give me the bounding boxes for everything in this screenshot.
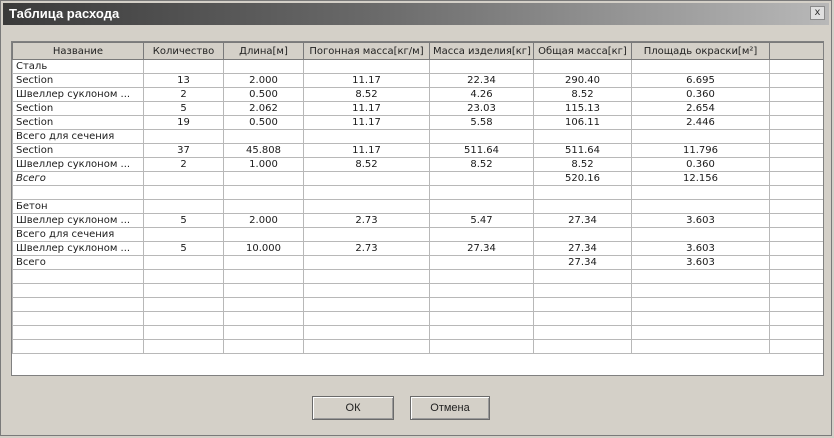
cell-item-mass xyxy=(430,256,534,270)
cell-length xyxy=(224,284,304,298)
cell-name: Швеллер суклоном ... xyxy=(13,88,144,102)
cell-name xyxy=(13,284,144,298)
cell-paint-area: 2.446 xyxy=(632,116,770,130)
cell-paint-area xyxy=(632,200,770,214)
cell-item-mass: 27.34 xyxy=(430,242,534,256)
cell-paint-area xyxy=(632,298,770,312)
cell-total-mass: 27.34 xyxy=(534,256,632,270)
cell-linear-mass xyxy=(304,186,430,200)
cell-paint-area xyxy=(632,326,770,340)
consumption-grid[interactable] xyxy=(11,41,824,376)
cell-extra xyxy=(770,270,825,284)
cell-total-mass: 27.34 xyxy=(534,214,632,228)
cell-length: 2.000 xyxy=(224,74,304,88)
cell-item-mass: 8.52 xyxy=(430,158,534,172)
cell-name: Всего для сечения xyxy=(13,130,144,144)
table-row[interactable] xyxy=(13,130,825,144)
window-title: Таблица расхода xyxy=(9,6,120,21)
table-row[interactable] xyxy=(13,116,825,130)
cell-extra xyxy=(770,340,825,354)
title-bar[interactable] xyxy=(3,3,829,25)
cell-paint-area xyxy=(632,228,770,242)
cell-item-mass: 4.26 xyxy=(430,88,534,102)
cell-linear-mass xyxy=(304,228,430,242)
cell-name xyxy=(13,312,144,326)
table-row[interactable] xyxy=(13,228,825,242)
cell-extra xyxy=(770,298,825,312)
cell-length xyxy=(224,186,304,200)
table-row[interactable] xyxy=(13,340,825,354)
column-header-paint-area[interactable]: Площадь окраски[м²] xyxy=(632,43,770,60)
table-row[interactable] xyxy=(13,200,825,214)
column-header-extra[interactable] xyxy=(770,43,825,60)
cell-linear-mass xyxy=(304,256,430,270)
cell-total-mass xyxy=(534,228,632,242)
cell-quantity: 19 xyxy=(144,116,224,130)
cell-length: 10.000 xyxy=(224,242,304,256)
cell-total-mass: 106.11 xyxy=(534,116,632,130)
cell-paint-area xyxy=(632,130,770,144)
cell-name: Швеллер суклоном ... xyxy=(13,214,144,228)
cell-extra xyxy=(770,228,825,242)
cell-length: 45.808 xyxy=(224,144,304,158)
cell-length xyxy=(224,256,304,270)
cell-name xyxy=(13,340,144,354)
cell-quantity: 2 xyxy=(144,88,224,102)
cell-paint-area xyxy=(632,284,770,298)
ok-button[interactable]: ОК xyxy=(312,396,394,420)
cell-length xyxy=(224,130,304,144)
table-row[interactable] xyxy=(13,158,825,172)
table-body xyxy=(13,60,825,354)
table-header-row xyxy=(13,43,825,60)
cell-quantity: 5 xyxy=(144,102,224,116)
cell-quantity xyxy=(144,60,224,74)
cell-linear-mass xyxy=(304,270,430,284)
column-header-linear-mass[interactable]: Погонная масса[кг/м] xyxy=(304,43,430,60)
cell-name: Всего xyxy=(13,172,144,186)
cell-extra xyxy=(770,186,825,200)
cell-paint-area: 3.603 xyxy=(632,242,770,256)
cell-extra xyxy=(770,158,825,172)
cell-linear-mass: 11.17 xyxy=(304,102,430,116)
cell-paint-area xyxy=(632,270,770,284)
cell-linear-mass: 11.17 xyxy=(304,116,430,130)
cell-paint-area xyxy=(632,186,770,200)
cell-name: Section xyxy=(13,74,144,88)
cell-paint-area: 2.654 xyxy=(632,102,770,116)
cell-paint-area: 0.360 xyxy=(632,158,770,172)
cell-name: Швеллер суклоном ... xyxy=(13,158,144,172)
cell-name: Бетон xyxy=(13,200,144,214)
table-row[interactable] xyxy=(13,298,825,312)
table-row[interactable] xyxy=(13,270,825,284)
cell-extra xyxy=(770,130,825,144)
cell-total-mass: 27.34 xyxy=(534,242,632,256)
close-icon: x xyxy=(814,7,821,18)
cell-length xyxy=(224,172,304,186)
cell-item-mass xyxy=(430,284,534,298)
cell-linear-mass xyxy=(304,312,430,326)
cell-linear-mass: 8.52 xyxy=(304,88,430,102)
cell-quantity: 2 xyxy=(144,158,224,172)
cell-item-mass xyxy=(430,60,534,74)
cell-paint-area xyxy=(632,340,770,354)
cell-quantity: 5 xyxy=(144,242,224,256)
cell-name xyxy=(13,270,144,284)
cell-total-mass xyxy=(534,130,632,144)
cell-name: Швеллер суклоном ... xyxy=(13,242,144,256)
cell-linear-mass xyxy=(304,130,430,144)
cell-linear-mass xyxy=(304,298,430,312)
table-row[interactable] xyxy=(13,256,825,270)
cell-total-mass xyxy=(534,60,632,74)
cell-quantity xyxy=(144,312,224,326)
cell-name xyxy=(13,298,144,312)
cell-extra xyxy=(770,214,825,228)
cell-name: Сталь xyxy=(13,60,144,74)
cell-item-mass: 5.47 xyxy=(430,214,534,228)
cell-length: 2.062 xyxy=(224,102,304,116)
cell-item-mass: 511.64 xyxy=(430,144,534,158)
table-row[interactable] xyxy=(13,144,825,158)
cell-paint-area: 12.156 xyxy=(632,172,770,186)
cell-extra xyxy=(770,144,825,158)
cell-length: 0.500 xyxy=(224,116,304,130)
cell-item-mass xyxy=(430,312,534,326)
table-row[interactable] xyxy=(13,88,825,102)
table-row[interactable] xyxy=(13,102,825,116)
cell-quantity xyxy=(144,326,224,340)
cell-item-mass: 5.58 xyxy=(430,116,534,130)
cell-item-mass xyxy=(430,228,534,242)
cell-quantity xyxy=(144,228,224,242)
cell-total-mass: 8.52 xyxy=(534,88,632,102)
cell-extra xyxy=(770,326,825,340)
cell-length: 1.000 xyxy=(224,158,304,172)
cell-paint-area: 11.796 xyxy=(632,144,770,158)
cell-name xyxy=(13,186,144,200)
cell-linear-mass xyxy=(304,284,430,298)
table-row[interactable] xyxy=(13,60,825,74)
cell-total-mass: 115.13 xyxy=(534,102,632,116)
cell-total-mass xyxy=(534,270,632,284)
cell-item-mass xyxy=(430,130,534,144)
cell-paint-area xyxy=(632,312,770,326)
cell-paint-area: 3.603 xyxy=(632,214,770,228)
column-header-quantity[interactable]: Количество xyxy=(144,43,224,60)
table-row[interactable] xyxy=(13,284,825,298)
cell-quantity xyxy=(144,298,224,312)
cell-item-mass: 22.34 xyxy=(430,74,534,88)
cell-length xyxy=(224,326,304,340)
cell-item-mass xyxy=(430,200,534,214)
cell-extra xyxy=(770,200,825,214)
table-row[interactable] xyxy=(13,172,825,186)
cell-extra xyxy=(770,74,825,88)
cell-name: Section xyxy=(13,116,144,130)
table-row[interactable] xyxy=(13,242,825,256)
consumption-table xyxy=(12,42,824,354)
table-row[interactable] xyxy=(13,326,825,340)
table-row[interactable] xyxy=(13,186,825,200)
cell-item-mass: 23.03 xyxy=(430,102,534,116)
cell-quantity: 5 xyxy=(144,214,224,228)
cell-linear-mass xyxy=(304,200,430,214)
cell-quantity xyxy=(144,172,224,186)
cell-quantity xyxy=(144,340,224,354)
cell-linear-mass: 8.52 xyxy=(304,158,430,172)
cell-quantity xyxy=(144,256,224,270)
cell-total-mass: 511.64 xyxy=(534,144,632,158)
cell-item-mass xyxy=(430,326,534,340)
cell-extra xyxy=(770,102,825,116)
cell-total-mass xyxy=(534,326,632,340)
close-button[interactable] xyxy=(810,6,825,20)
cell-length xyxy=(224,228,304,242)
table-row[interactable] xyxy=(13,312,825,326)
cell-extra xyxy=(770,242,825,256)
cell-linear-mass xyxy=(304,326,430,340)
cell-total-mass: 290.40 xyxy=(534,74,632,88)
cell-extra xyxy=(770,60,825,74)
cell-length xyxy=(224,312,304,326)
cell-linear-mass xyxy=(304,172,430,186)
cell-length: 0.500 xyxy=(224,88,304,102)
cell-extra xyxy=(770,88,825,102)
cell-length xyxy=(224,270,304,284)
cell-quantity: 13 xyxy=(144,74,224,88)
cell-total-mass: 520.16 xyxy=(534,172,632,186)
cell-linear-mass xyxy=(304,340,430,354)
cell-linear-mass: 11.17 xyxy=(304,74,430,88)
column-header-name[interactable]: Название xyxy=(13,43,144,60)
cell-extra xyxy=(770,256,825,270)
cell-name: Всего xyxy=(13,256,144,270)
cell-length xyxy=(224,340,304,354)
cell-total-mass xyxy=(534,200,632,214)
table-row[interactable] xyxy=(13,214,825,228)
cell-total-mass xyxy=(534,340,632,354)
cell-quantity xyxy=(144,270,224,284)
cell-total-mass xyxy=(534,312,632,326)
cell-quantity xyxy=(144,130,224,144)
cell-item-mass xyxy=(430,340,534,354)
cell-name xyxy=(13,326,144,340)
cell-quantity xyxy=(144,186,224,200)
column-header-length[interactable]: Длина[м] xyxy=(224,43,304,60)
cell-total-mass xyxy=(534,298,632,312)
cell-name: Section xyxy=(13,102,144,116)
cell-paint-area: 6.695 xyxy=(632,74,770,88)
cell-total-mass xyxy=(534,284,632,298)
cell-extra xyxy=(770,312,825,326)
cell-linear-mass xyxy=(304,60,430,74)
cell-linear-mass: 11.17 xyxy=(304,144,430,158)
cell-name: Section xyxy=(13,144,144,158)
cell-extra xyxy=(770,116,825,130)
cell-linear-mass: 2.73 xyxy=(304,214,430,228)
cell-quantity xyxy=(144,284,224,298)
cell-paint-area: 0.360 xyxy=(632,88,770,102)
cancel-button[interactable]: Отмена xyxy=(410,396,490,420)
cell-extra xyxy=(770,284,825,298)
cell-total-mass xyxy=(534,186,632,200)
cell-paint-area: 3.603 xyxy=(632,256,770,270)
column-header-total-mass[interactable]: Общая масса[кг] xyxy=(534,43,632,60)
cell-length xyxy=(224,298,304,312)
cell-linear-mass: 2.73 xyxy=(304,242,430,256)
cell-item-mass xyxy=(430,298,534,312)
cell-item-mass xyxy=(430,186,534,200)
cell-paint-area xyxy=(632,60,770,74)
cell-item-mass xyxy=(430,172,534,186)
column-header-item-mass[interactable]: Масса изделия[кг] xyxy=(430,43,534,60)
cell-length xyxy=(224,60,304,74)
table-row[interactable] xyxy=(13,74,825,88)
cell-quantity xyxy=(144,200,224,214)
cell-item-mass xyxy=(430,270,534,284)
cell-extra xyxy=(770,172,825,186)
cell-name: Всего для сечения xyxy=(13,228,144,242)
cell-length xyxy=(224,200,304,214)
cell-quantity: 37 xyxy=(144,144,224,158)
cell-total-mass: 8.52 xyxy=(534,158,632,172)
cell-length: 2.000 xyxy=(224,214,304,228)
